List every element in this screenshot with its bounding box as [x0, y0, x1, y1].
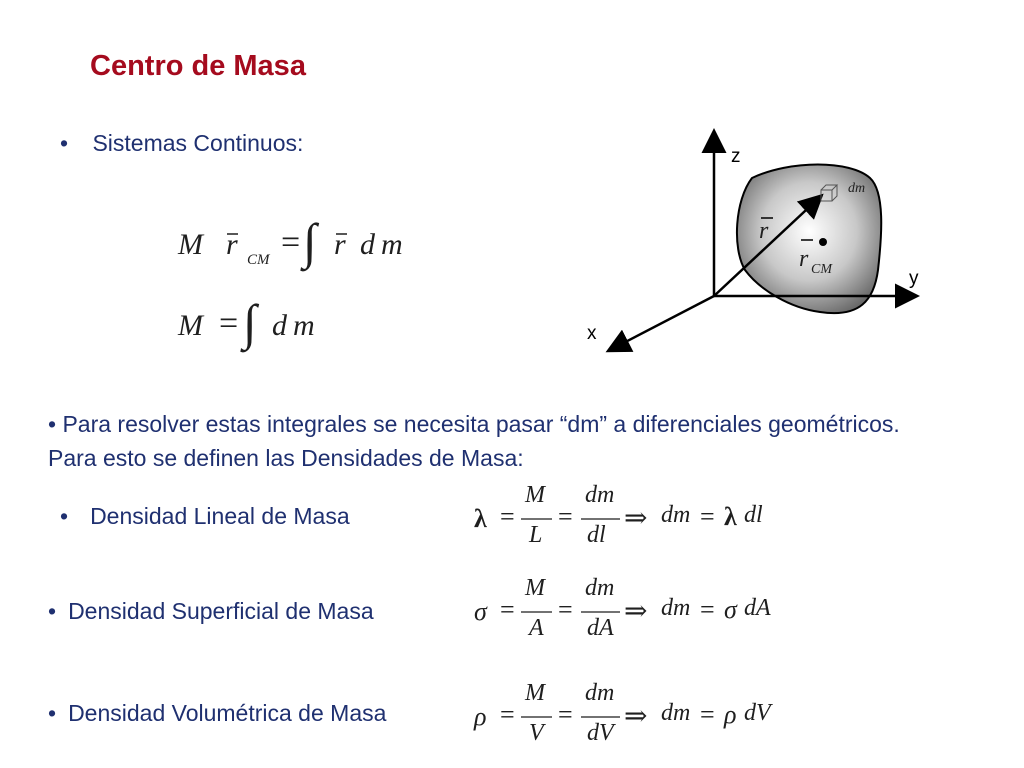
implies-arrow: ⇒	[624, 503, 648, 534]
density-label: Densidad Superficial de Masa	[68, 598, 374, 624]
bullet: •	[60, 130, 69, 156]
eq1-equals: =	[281, 224, 301, 261]
density-label: Densidad Volumétrica de Masa	[68, 700, 387, 726]
fraction-denominator: A	[529, 615, 544, 641]
eq1-m: m	[381, 228, 403, 261]
density-label: Densidad Lineal de Masa	[90, 503, 350, 529]
fraction-numerator: dm	[585, 482, 615, 508]
paragraph-text: Para resolver estas integrales se necesita pasar “dm” a diferenciales geométricos. Para esto se definen las Densidades de Masa:	[48, 411, 900, 471]
eq1-cm-sub: CM	[247, 252, 270, 268]
eq1-integral: ∫	[303, 213, 317, 269]
paragraph-bullet: •	[48, 411, 57, 437]
sistemas-continuos-label: Sistemas Continuos:	[92, 130, 304, 156]
rhs-symbol: λ	[724, 502, 737, 531]
eq1-r: r	[226, 228, 238, 261]
rcm-label: r	[799, 246, 809, 272]
fraction-numerator: M	[525, 482, 545, 508]
equals-sign: =	[558, 700, 573, 729]
equals-sign: =	[558, 595, 573, 624]
equals-sign: =	[500, 502, 515, 531]
implies-arrow: ⇒	[624, 596, 648, 627]
density-symbol: σ	[474, 597, 487, 626]
fraction-numerator: dm	[585, 680, 615, 706]
rhs-symbol: ρ	[724, 700, 737, 729]
equals-sign: =	[700, 700, 715, 729]
rhs-dm: dm	[661, 502, 691, 528]
z-axis-label: z	[731, 146, 741, 167]
equals-sign: =	[700, 595, 715, 624]
eq2-integral: ∫	[243, 294, 257, 350]
eq2-d: d	[272, 309, 287, 342]
fraction-denominator: L	[529, 522, 543, 548]
fraction-denominator: dl	[587, 522, 606, 548]
rhs-symbol: σ	[724, 595, 737, 624]
eq1-d: d	[360, 228, 375, 261]
dm-label: dm	[848, 181, 866, 196]
fraction-denominator: V	[529, 720, 544, 746]
fraction-numerator: M	[525, 575, 545, 601]
rhs-differential: dA	[744, 595, 771, 621]
fraction-numerator: M	[525, 680, 545, 706]
implies-arrow: ⇒	[624, 701, 648, 732]
density-symbol: λ	[474, 504, 487, 533]
eq1-M: M	[178, 228, 203, 261]
rhs-dm: dm	[661, 595, 691, 621]
equals-sign: =	[500, 595, 515, 624]
eq2-equals: =	[219, 305, 239, 342]
density-symbol: ρ	[474, 702, 487, 731]
r-label: r	[759, 218, 769, 244]
page-title: Centro de Masa	[90, 50, 306, 82]
equals-sign: =	[500, 700, 515, 729]
y-axis-label: y	[909, 268, 919, 289]
fraction-numerator: dm	[585, 575, 615, 601]
rhs-differential: dV	[744, 700, 771, 726]
fraction-denominator: dV	[587, 720, 614, 746]
eq2-M: M	[178, 309, 203, 342]
equals-sign: =	[558, 502, 573, 531]
rhs-differential: dl	[744, 502, 763, 528]
eq2-m: m	[293, 309, 315, 342]
eq1-r2: r	[334, 228, 346, 261]
rhs-dm: dm	[661, 700, 691, 726]
bullet: •	[60, 503, 69, 529]
x-axis-label: x	[587, 323, 597, 344]
bullet: •	[48, 598, 57, 624]
equals-sign: =	[700, 502, 715, 531]
bullet: •	[48, 700, 57, 726]
fraction-denominator: dA	[587, 615, 614, 641]
rcm-sub-label: CM	[811, 262, 832, 277]
